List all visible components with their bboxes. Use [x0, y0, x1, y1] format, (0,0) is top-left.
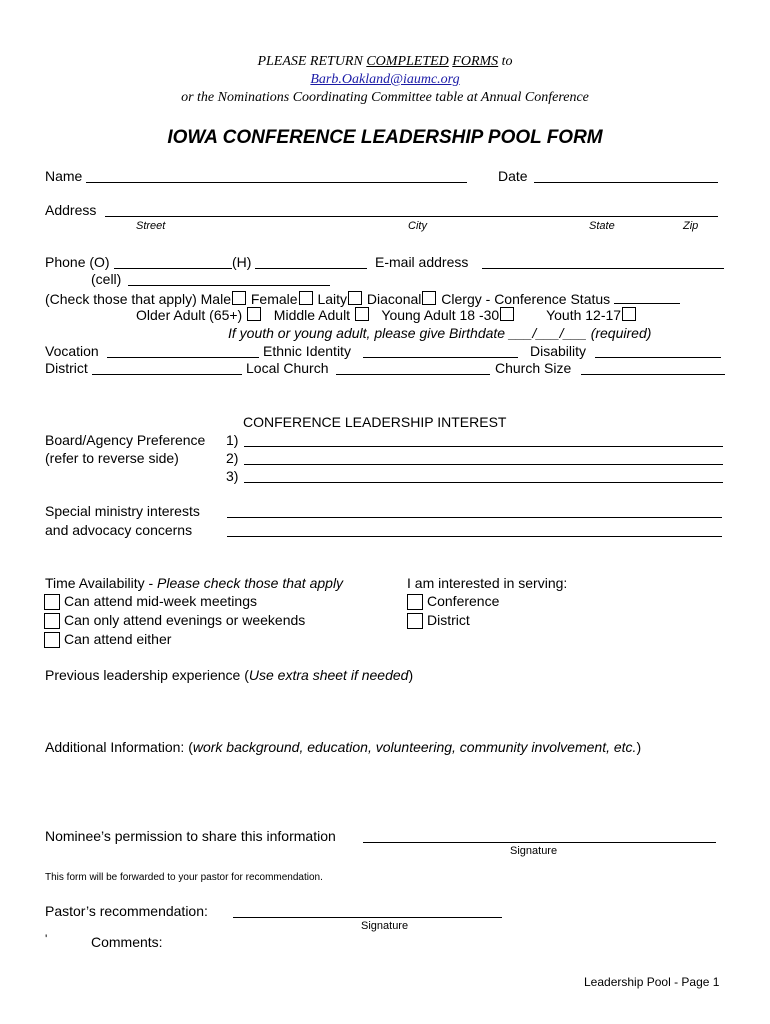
middle-adult-label: Middle Adult: [273, 307, 351, 323]
young-adult-label: Young Adult 18 -30: [381, 307, 500, 323]
return-prefix: PLEASE RETURN: [257, 54, 367, 69]
time-availability-text: Time Availability -: [45, 575, 158, 591]
older-adult-checkbox[interactable]: [247, 307, 261, 321]
additional-note: work background, education, volunteering, community involvement, etc.: [192, 739, 637, 755]
pref-number-2: 2): [226, 450, 239, 466]
address-label: Address: [45, 202, 97, 218]
city-caption: City: [408, 220, 427, 232]
church-size-label: Church Size: [495, 360, 572, 376]
either-label: Can attend either: [64, 631, 172, 647]
email-link[interactable]: Barb.Oakland@iaumc.org: [310, 72, 460, 87]
date-field[interactable]: [534, 182, 718, 183]
email-link-row: [0, 72, 770, 88]
district-field[interactable]: [92, 374, 242, 375]
board-preference-label: Board/Agency Preference: [45, 432, 206, 448]
pastor-signature-caption: Signature: [361, 920, 409, 932]
male-label: (Check those that apply) Male: [45, 291, 231, 307]
conference-checkbox[interactable]: [407, 594, 423, 610]
forward-note: This form will be forwarded to your pastor for recommendation.: [45, 872, 323, 883]
age-row: [136, 307, 637, 323]
address-field[interactable]: [105, 216, 718, 217]
ethnic-field[interactable]: [363, 357, 518, 358]
name-label: Name: [45, 168, 83, 184]
youth-label: Youth 12-17: [546, 307, 622, 323]
additional-info-label: [45, 739, 641, 755]
midweek-checkbox[interactable]: [44, 594, 60, 610]
phone-home-field[interactable]: [255, 268, 367, 269]
zip-caption: Zip: [683, 220, 699, 232]
ethnic-label: Ethnic Identity: [263, 343, 351, 359]
district-serve-label: District: [427, 612, 470, 628]
district-label: District: [45, 360, 88, 376]
return-completed: COMPLETED: [366, 54, 449, 69]
stray-mark: ': [45, 932, 48, 946]
nominee-signature-field[interactable]: [363, 842, 716, 843]
female-checkbox[interactable]: [299, 291, 313, 305]
time-availability-label: [45, 575, 343, 591]
phone-office-label: Phone (O): [45, 254, 110, 270]
middle-adult-checkbox[interactable]: [355, 307, 369, 321]
phone-home-label: (H): [232, 254, 252, 270]
pref-number-3: 3): [226, 468, 239, 484]
state-caption: State: [589, 220, 615, 232]
return-to: to: [498, 54, 513, 69]
evenings-label: Can only attend evenings or weekends: [64, 612, 306, 628]
comments-label: Comments:: [91, 934, 163, 950]
local-church-label: Local Church: [246, 360, 329, 376]
email-address-field[interactable]: [482, 268, 724, 269]
special-ministry-field-2[interactable]: [227, 536, 722, 537]
either-checkbox[interactable]: [44, 632, 60, 648]
preference-3-field[interactable]: [244, 482, 723, 483]
page-title: IOWA CONFERENCE LEADERSHIP POOL FORM: [167, 127, 603, 148]
permission-label: Nominee’s permission to share this information: [45, 828, 336, 844]
young-adult-checkbox[interactable]: [500, 307, 514, 321]
older-adult-label: Older Adult (65+): [136, 307, 243, 323]
preference-2-field[interactable]: [244, 464, 723, 465]
time-availability-instruction: Please check those that apply: [157, 575, 344, 591]
refer-note: (refer to reverse side): [45, 450, 179, 466]
diaconal-label: Diaconal: [366, 291, 422, 307]
demographics-row: [45, 289, 680, 307]
previous-note: Use extra sheet if needed: [248, 667, 409, 683]
return-forms: FORMS: [452, 54, 499, 69]
evenings-checkbox[interactable]: [44, 613, 60, 629]
conference-label: Conference: [427, 593, 500, 609]
serving-label: I am interested in serving:: [407, 575, 568, 591]
cell-field[interactable]: [128, 285, 330, 286]
return-instructions: [0, 54, 770, 70]
laity-label: Laity: [317, 291, 348, 307]
birthdate-instruction: If youth or young adult, please give Birthdate ___/___/___ (required): [228, 325, 652, 341]
additional-close: ): [636, 739, 642, 755]
youth-checkbox[interactable]: [622, 307, 636, 321]
previous-close: ): [408, 667, 414, 683]
previous-text: Previous leadership experience (: [45, 667, 249, 683]
pastor-signature-field[interactable]: [233, 917, 502, 918]
email-address-label: E-mail address: [375, 254, 469, 270]
clergy-label: Clergy - Conference Status: [441, 291, 611, 307]
laity-checkbox[interactable]: [348, 291, 362, 305]
midweek-label: Can attend mid-week meetings: [64, 593, 257, 609]
name-field[interactable]: [86, 182, 467, 183]
vocation-label: Vocation: [45, 343, 99, 359]
pref-number-1: 1): [226, 432, 239, 448]
interest-heading: CONFERENCE LEADERSHIP INTEREST: [243, 414, 507, 430]
date-label: Date: [498, 168, 528, 184]
female-label: Female: [250, 291, 298, 307]
cell-label: (cell): [91, 271, 122, 287]
preference-1-field[interactable]: [244, 446, 723, 447]
male-checkbox[interactable]: [232, 291, 246, 305]
nominee-signature-caption: Signature: [510, 845, 558, 857]
special-ministry-field-1[interactable]: [227, 517, 722, 518]
disability-label: Disability: [530, 343, 587, 359]
clergy-status-field[interactable]: [614, 289, 680, 304]
previous-experience-label: [45, 667, 413, 683]
disability-field[interactable]: [595, 357, 721, 358]
advocacy-label: and advocacy concerns: [45, 522, 193, 538]
page-footer: Leadership Pool - Page 1: [584, 975, 720, 989]
special-ministry-label: Special ministry interests: [45, 503, 200, 519]
additional-text: Additional Information: (: [45, 739, 193, 755]
church-size-field[interactable]: [581, 374, 725, 375]
alt-return-text: or the Nominations Coordinating Committee table at Annual Conference: [181, 90, 589, 105]
vocation-field[interactable]: [107, 357, 259, 358]
diaconal-checkbox[interactable]: [422, 291, 436, 305]
phone-office-field[interactable]: [114, 268, 232, 269]
pastor-recommendation-label: Pastor’s recommendation:: [45, 903, 208, 919]
local-church-field[interactable]: [336, 374, 490, 375]
street-caption: Street: [136, 220, 166, 232]
district-checkbox[interactable]: [407, 613, 423, 629]
